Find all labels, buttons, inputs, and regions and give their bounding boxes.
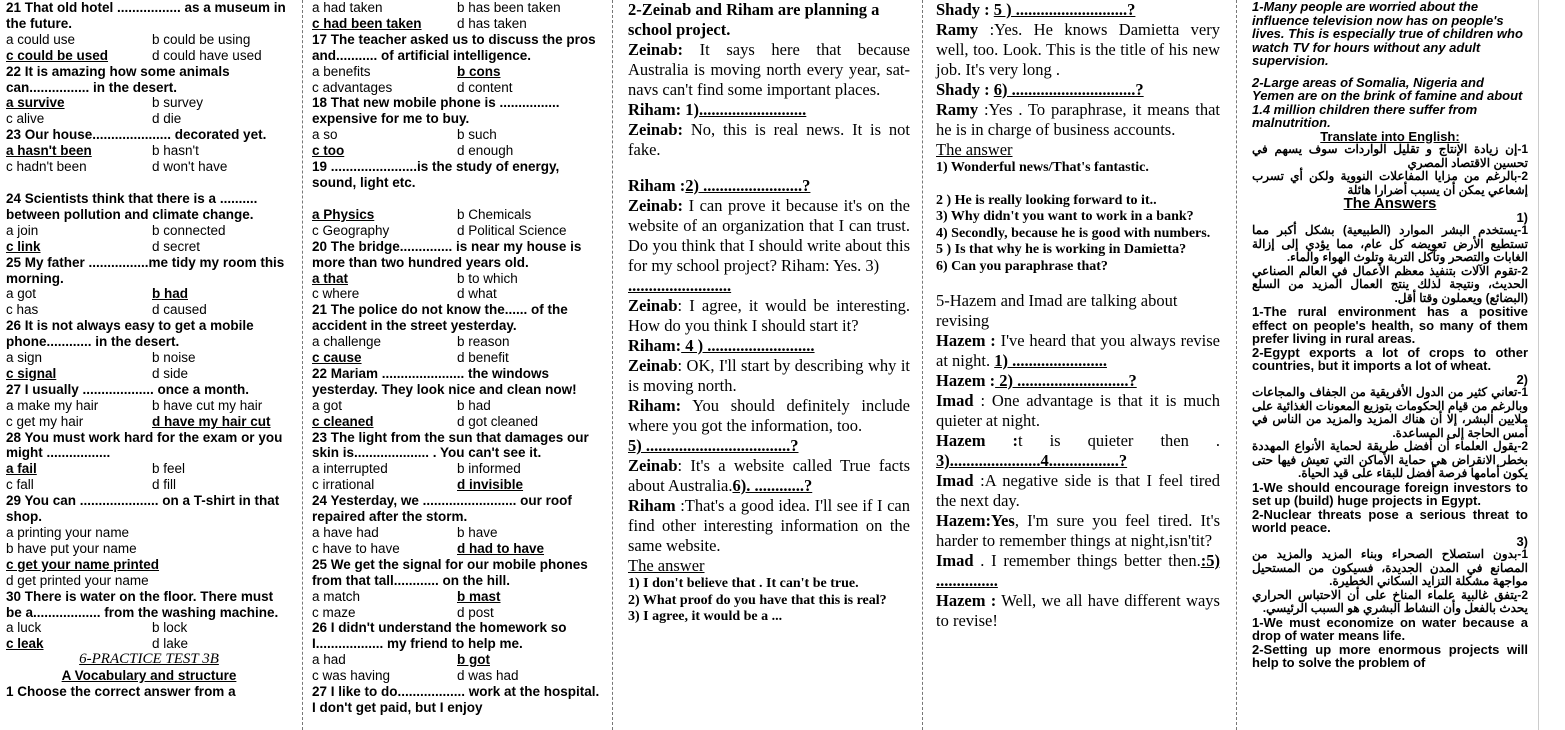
question-text: 17 The teacher asked us to discuss the pros and........... of artificial intelligence. — [312, 31, 596, 63]
option-b: d post — [457, 604, 494, 620]
option-b: b has been taken — [457, 0, 561, 15]
option-b: b reason — [457, 334, 510, 350]
arabic-text: 1-يستخدم البشر الموارد (الطبيعية) بشكل أكبر مما تستطيع الأرض تعويضه كل عام، مما يؤدي إلى إزالة الغابات والتصحر وتآكل التربة وتلوث الهواء والماء. — [1252, 223, 1528, 264]
option-b: b cons — [457, 63, 501, 79]
speaker: Hazem : — [936, 371, 996, 390]
option-a: c signal — [6, 365, 57, 381]
speech: I can prove it because it's on the website of an organization that I can trust. Do you think that I should write about this for my school project? Riham: Yes. 3) — [628, 196, 910, 275]
option-b: b lock — [152, 620, 188, 636]
option-b: d side — [152, 365, 189, 381]
speech: It says here that because Australia is moving north every year, sat-navs can't find some important places. — [628, 40, 910, 99]
option-a: a sign — [6, 350, 43, 366]
dialogue-line — [936, 511, 1220, 551]
column-5-translation — [1248, 0, 1532, 730]
dialogue-line — [628, 356, 910, 396]
question-text: 23 The light from the sun that damages our skin is.................... . You can't see it. — [312, 429, 589, 461]
speech: :A negative side is that I feel tired the next day. — [936, 471, 1220, 510]
option-b: d content — [457, 79, 513, 95]
speaker: Hazem:Yes — [936, 511, 1015, 530]
option-a: a so — [312, 127, 338, 143]
option-row — [312, 80, 600, 96]
blank-line — [628, 160, 910, 176]
option-a: c leak — [6, 636, 44, 652]
arabic-text: 1-إن زيادة الإنتاج و تقليل الواردات سوف يسهم في تحسين الاقتصاد المصري — [1252, 142, 1528, 170]
speech: : I agree, it would be interesting. How do you think I should start it? — [628, 296, 910, 335]
option-b: b got — [457, 652, 490, 668]
answer-blank: 4 ) .......................... — [681, 336, 815, 355]
answer-blank: 2) ...........................? — [995, 371, 1137, 390]
option-a: c has — [6, 302, 39, 318]
question-text: 25 We get the signal for our mobile phones from that tall............ on the hill. — [312, 556, 588, 588]
option-a: a that — [312, 270, 349, 286]
dialogue-line — [936, 591, 1220, 631]
answer-blank: 1) ....................... — [994, 351, 1107, 370]
option-b: d caused — [152, 302, 207, 318]
option-b: d Political Science — [457, 222, 567, 238]
question-text: 19 .......................is the study of energy, sound, light etc. — [312, 159, 560, 190]
option-a: c could be used — [6, 47, 109, 63]
option-row — [6, 48, 292, 64]
dialogue-line — [628, 176, 910, 196]
speech: :Yes . To paraphrase, it means that he is in charge of business accounts. — [936, 100, 1220, 139]
dialogue-line — [628, 296, 910, 336]
blank-line — [936, 177, 1220, 193]
speaker: Shady : — [936, 80, 994, 99]
dialogue-line — [936, 100, 1220, 140]
arabic-text: 1-بدون استصلاح الصحراء وبناء المزيد والمزيد من المصانع في المدن الجديدة، فسيكون من المستحيل مواجهة مشكلة التزايد السكاني الخطيرة. — [1252, 547, 1528, 588]
option-row — [6, 111, 292, 127]
speech: You should definitely include where you got the information, too. — [628, 396, 910, 435]
speech: : OK, I'll start by describing why it is moving north. — [628, 356, 910, 395]
question-text: 18 That new mobile phone is ................ expensive for me to buy. — [312, 95, 560, 127]
answer-number: 3) — [1516, 533, 1528, 549]
option-row — [312, 127, 600, 143]
option-a: a have had — [312, 525, 379, 540]
option-b: b had — [457, 397, 491, 413]
dialogue-line — [936, 431, 1220, 471]
option-row — [312, 398, 600, 414]
option-line: a printing your name — [6, 525, 130, 540]
option-a: c had been taken — [312, 15, 422, 31]
speech: No, this is real news. It is not fake. — [628, 120, 910, 159]
column-3-dialogue — [622, 0, 916, 730]
option-a: a got — [312, 397, 343, 413]
question-text: 30 There is water on the floor. There must be a.................. from the washing machine. — [6, 588, 279, 620]
question-text: 28 You must work hard for the exam or you might ................. — [6, 429, 283, 461]
english-text: 1-Many people are worried about the influence television now has on people's lives. This is especially true of children who watch TV for hours without any adult supervision. — [1252, 0, 1523, 68]
question-text: 21 That old hotel ................. as a museum in the future. — [6, 0, 286, 31]
option-b: b had — [152, 286, 188, 302]
option-b: d invisible — [457, 477, 524, 493]
option-row — [6, 366, 292, 382]
option-row — [312, 525, 600, 541]
option-b: d fill — [152, 477, 177, 493]
english-text: 2-Setting up more enormous projects will help to solve the problem of — [1252, 641, 1528, 670]
option-b: b connected — [152, 222, 226, 238]
answer-line: 1) Wonderful news/That's fantastic. — [936, 160, 1149, 175]
option-b: b survey — [152, 95, 204, 111]
option-a: a could use — [6, 31, 76, 47]
section-subtitle: A Vocabulary and structure — [61, 668, 237, 684]
option-b: b mast — [457, 588, 501, 604]
speech: : One advantage is that it is much quieter at night. — [936, 391, 1220, 430]
question-text: 26 It is not always easy to get a mobile phone............ in the desert. — [6, 318, 254, 350]
question-text: 1 Choose the correct answer from a — [6, 684, 236, 700]
page-margin — [1538, 0, 1565, 730]
dialogue-line — [628, 196, 910, 276]
speech: , I'm sure you feel tired. It's harder to remember things at night,isn'tit? — [936, 511, 1220, 550]
option-row — [312, 271, 600, 287]
arabic-text: 2-بالرغم من مزايا المفاعلات النووية ولكن أي تسرب إشعاعي يمكن أن يسبب أضرارا هائلة — [1252, 169, 1528, 197]
english-text: 1-We must economize on water because a drop of water means life. — [1252, 614, 1528, 643]
option-a: c irrational — [312, 477, 375, 493]
option-a: a Physics — [312, 206, 375, 222]
option-a: a fail — [6, 461, 37, 477]
option-a: c Geography — [312, 222, 390, 238]
option-b: b such — [457, 127, 497, 143]
question-text: 22 Mariam ...................... the windows yesterday. They look nice and clean now! — [312, 365, 577, 397]
option-a: c fall — [6, 477, 34, 493]
blank-line — [312, 191, 600, 207]
option-b: d what — [457, 286, 497, 302]
option-row — [312, 143, 600, 159]
option-b: d won't have — [152, 159, 228, 175]
speaker: Riham: — [628, 336, 682, 355]
option-row — [312, 286, 600, 302]
speaker: Zeinab — [628, 356, 678, 375]
arabic-text: 1-تعاني كثير من الدول الأفريقية من الجفاف والمجاعات وبالرغم من قيام الحكومات بتوزيع المعونات الغذائية على ملايين البشر، إلا أن هناك المزيد والمزيد من الناس في أمس الحاجة إلى المساعدة. — [1252, 385, 1528, 440]
arabic-text: 2-تقوم الآلات بتنفيذ معظم الأعمال في العالم الصناعي الحديث، ونتيجة لذلك ينتج العمال المزيد من السلع (البضائع) ويعملون وقتا أقل. — [1252, 263, 1528, 305]
answer-number: 1) — [1516, 209, 1528, 225]
english-text: 2-Egypt exports a lot of crops to other countries, but it imports a lot of wheat. — [1252, 344, 1528, 373]
option-row — [312, 589, 600, 605]
option-row — [6, 414, 292, 430]
question-text: 21 The police do not know the...... of the accident in the street yesterday. — [312, 302, 568, 334]
english-text: 1-We should encourage foreign investors to set up (build) huge projects in Egypt. — [1252, 479, 1528, 508]
speaker: Hazem : — [936, 591, 997, 610]
speaker: Ramy — [936, 20, 979, 39]
answer-line: 3) I agree, it would be a ... — [628, 609, 783, 624]
option-a: a interrupted — [312, 461, 388, 477]
option-row — [6, 32, 292, 48]
speaker: Imad — [936, 471, 974, 490]
speech: : It's a website called True facts about Australia. — [628, 456, 910, 495]
option-row — [312, 207, 600, 223]
speaker: Zeinab — [628, 296, 678, 315]
dialogue-line — [936, 371, 1220, 391]
option-a: c link — [6, 238, 41, 254]
option-row — [312, 350, 600, 366]
option-row — [312, 334, 600, 350]
option-a: a had — [312, 652, 346, 668]
option-a: c hadn't been — [6, 159, 87, 175]
speaker: Shady : — [936, 0, 994, 19]
answer-heading: The answer — [936, 140, 1013, 159]
option-a: c alive — [6, 111, 45, 127]
speaker: Imad — [936, 551, 981, 570]
option-row — [6, 636, 292, 652]
option-line: b have put your name — [6, 540, 137, 556]
blank-line — [936, 275, 1220, 291]
option-b: b have cut my hair — [152, 397, 263, 413]
english-text: 2-Large areas of Somalia, Nigeria and Yemen are on the brink of famine and about 1.4 million children there suffer from malnutrition. — [1252, 74, 1523, 130]
speech: Well, we all have different ways to revise! — [936, 591, 1220, 630]
question-text: 20 The bridge.............. is near my house is more than two hundred years old. — [312, 238, 582, 270]
option-row — [312, 652, 600, 668]
option-row — [312, 605, 600, 621]
section-title: 6-PRACTICE TEST 3B — [79, 651, 219, 668]
option-a: c have to have — [312, 540, 400, 556]
column-divider — [922, 0, 923, 730]
dialogue-line — [936, 80, 1220, 100]
option-row — [312, 477, 600, 493]
column-divider — [302, 0, 303, 730]
option-a: a luck — [6, 620, 42, 636]
dialogue-line — [628, 396, 910, 436]
dialogue-line — [936, 20, 1220, 80]
answer-heading: The answer — [628, 556, 705, 575]
option-a: c was having — [312, 668, 391, 684]
option-a: c too — [312, 143, 345, 159]
question-text: 24 Scientists think that there is a .......... between pollution and climate change. — [6, 190, 258, 222]
option-line: c get your name printed — [6, 556, 160, 572]
answer-blank: 4.................? — [1040, 451, 1128, 470]
dialogue-line — [936, 0, 1220, 20]
option-a: a join — [6, 222, 39, 238]
option-row — [6, 398, 292, 414]
option-a: a make my hair — [6, 397, 99, 413]
question-text: 23 Our house..................... decorated yet. — [6, 127, 267, 143]
option-row — [6, 461, 292, 477]
option-b: b Chemicals — [457, 206, 532, 222]
answer-blank: 5 ) ...........................? — [993, 0, 1136, 19]
option-a: a got — [6, 286, 37, 302]
dialogue-line — [628, 100, 910, 120]
speech: t is quieter then . — [1018, 431, 1220, 450]
option-b: d has taken — [457, 15, 527, 31]
answer-blank: :5) ............... — [936, 551, 1220, 590]
option-row — [312, 668, 600, 684]
question-text: 24 Yesterday, we ......................... our roof repaired after the storm. — [312, 493, 572, 525]
column-1-mcq — [0, 0, 298, 730]
english-text: 2-Nuclear threats pose a serious threat to world peace. — [1252, 506, 1528, 535]
option-a: c cause — [312, 350, 362, 366]
option-b: b to which — [457, 270, 518, 286]
speech: I've heard that you always revise at night. — [936, 331, 1220, 370]
option-row — [312, 461, 600, 477]
question-text: 27 I like to do.................. work at the hospital. I don't get paid, but I enjoy — [312, 684, 600, 715]
option-row — [6, 223, 292, 239]
answer-blank: 6) ..............................? — [993, 80, 1144, 99]
option-b: d was had — [457, 668, 519, 684]
column-divider — [612, 0, 613, 730]
option-row — [312, 64, 600, 80]
speaker: Hazem : — [936, 431, 1018, 450]
arabic-text: 2-يتفق غالبية علماء المناخ على أن الاحتباس الحراري يحدث بالفعل وأن النشاط البشري هو السبب الرئيسي. — [1252, 587, 1528, 615]
dialogue-line — [936, 551, 1220, 591]
option-b: d benefit — [457, 350, 509, 366]
option-a: a match — [312, 588, 361, 604]
column-divider — [1236, 0, 1237, 730]
option-row — [6, 143, 292, 159]
speaker: Riham: 1) — [628, 100, 700, 119]
answer-line: 6) Can you paraphrase that? — [936, 258, 1108, 274]
question-text: 25 My father ................me tidy my room this morning. — [6, 254, 285, 286]
arabic-text: 2-يقول العلماء أن أفضل طريقة لحماية الأنواع المهددة بخطر الانقراض هي حماية الأماكن التي تعيش فيها حتى يكون أمامها فرصة أفضل للبقاء على قيد الحياة. — [1252, 439, 1528, 480]
option-row — [6, 239, 292, 255]
speaker: Hazem : — [936, 331, 996, 350]
answer-line: 5 ) Is that why he is working in Damietta? — [936, 242, 1187, 257]
option-row — [312, 541, 600, 557]
dialogue-line — [628, 40, 910, 100]
answer-line: 2) What proof do you have that this is real? — [628, 592, 887, 608]
option-b: d had to have — [457, 540, 545, 556]
option-a: c maze — [312, 604, 356, 620]
speaker: Riham : — [628, 176, 686, 195]
option-b: b noise — [152, 350, 196, 366]
option-row — [6, 620, 292, 636]
answer-number: 2) — [1516, 371, 1528, 387]
option-b: d lake — [152, 636, 189, 652]
option-b: d enough — [457, 143, 514, 159]
answer-line: 3) Why didn't you want to work in a bank? — [936, 209, 1194, 224]
option-row — [6, 159, 292, 175]
option-row — [6, 286, 292, 302]
option-b: b have — [457, 525, 498, 540]
option-a: a survive — [6, 95, 65, 111]
speaker: Zeinab — [628, 456, 678, 475]
option-a: a hasn't been — [6, 143, 92, 159]
option-b: d have my hair cut — [152, 413, 271, 429]
column-2-mcq — [306, 0, 606, 730]
answer-line: 1) I don't believe that . It can't be true. — [628, 576, 859, 591]
dialogue-line — [628, 336, 910, 356]
option-line: d get printed your name — [6, 572, 149, 588]
option-row — [6, 477, 292, 493]
speaker: Riham — [628, 496, 676, 515]
option-row — [6, 350, 292, 366]
option-a: c cleaned — [312, 413, 374, 429]
answer-blank: 6). ............? — [732, 476, 813, 495]
option-row — [6, 302, 292, 318]
option-b: d could have used — [152, 47, 262, 63]
answer-blank: .......................... — [699, 100, 807, 119]
option-a: c where — [312, 286, 360, 302]
english-text: 1-The rural environment has a positive effect on people's health, so many of them prefer living in rural areas. — [1252, 304, 1528, 346]
option-b: b could be using — [152, 31, 251, 47]
question-text: 26 I didn't understand the homework so I.................. my friend to help me. — [312, 620, 567, 652]
answers-heading: The Answers — [1343, 195, 1437, 212]
dialogue-line — [936, 471, 1220, 511]
answer-line: 2 ) He is really looking forward to it.. — [936, 192, 1157, 208]
option-row — [312, 0, 600, 16]
option-row — [312, 16, 600, 32]
option-b: b feel — [152, 461, 186, 477]
blank-line — [6, 175, 292, 191]
option-a: c get my hair — [6, 413, 84, 429]
answer-blank: ......................... — [628, 276, 732, 295]
english-text: Translate into English: — [1320, 128, 1460, 144]
speaker: Zeinab: — [628, 40, 684, 59]
dialogue-line — [628, 496, 910, 556]
option-row — [6, 95, 292, 111]
dialogue-line — [628, 120, 910, 160]
option-b: b hasn't — [152, 143, 199, 159]
dialogue-heading: 2-Zeinab and Riham are planning a school project. — [628, 0, 880, 39]
dialogue-line — [936, 331, 1220, 371]
speaker: Zeinab: — [628, 120, 684, 139]
dialogue-intro: 5-Hazem and Imad are talking about revising — [936, 291, 1178, 330]
option-a: a had taken — [312, 0, 383, 15]
answer-line: 4) Secondly, because he is good with numbers. — [936, 225, 1211, 241]
question-text: 27 I usually ................... once a month. — [6, 381, 250, 397]
option-a: c advantages — [312, 79, 393, 95]
question-text: 22 It is amazing how some animals can................ in the desert. — [6, 63, 230, 95]
option-b: b informed — [457, 461, 521, 477]
speaker: Imad — [936, 391, 974, 410]
option-b: d got cleaned — [457, 413, 539, 429]
dialogue-line — [628, 456, 910, 496]
answer-blank: 5) ...................................? — [628, 436, 799, 455]
option-b: d die — [152, 111, 182, 127]
speaker: Ramy — [936, 100, 979, 119]
answer-blank: 3)...................... — [936, 451, 1041, 470]
speaker: Zeinab: — [628, 196, 684, 215]
answer-blank: 2) ........................? — [685, 176, 811, 195]
option-a: a benefits — [312, 63, 371, 79]
option-a: a challenge — [312, 334, 382, 350]
option-b: d secret — [152, 238, 201, 254]
dialogue-line — [936, 391, 1220, 431]
speech: :Yes. He knows Damietta very well, too. Look. This is the title of his new job. It's very long . — [936, 20, 1220, 79]
question-text: 29 You can ..................... on a T-shirt in that shop. — [6, 493, 280, 525]
speech: . I remember things better then. — [980, 551, 1201, 570]
speaker: Riham: — [628, 396, 682, 415]
column-4-dialogue — [930, 0, 1226, 730]
option-row — [312, 414, 600, 430]
option-row — [312, 223, 600, 239]
speech: :That's a good idea. I'll see if I can find other interesting information on the same website. — [628, 496, 910, 555]
